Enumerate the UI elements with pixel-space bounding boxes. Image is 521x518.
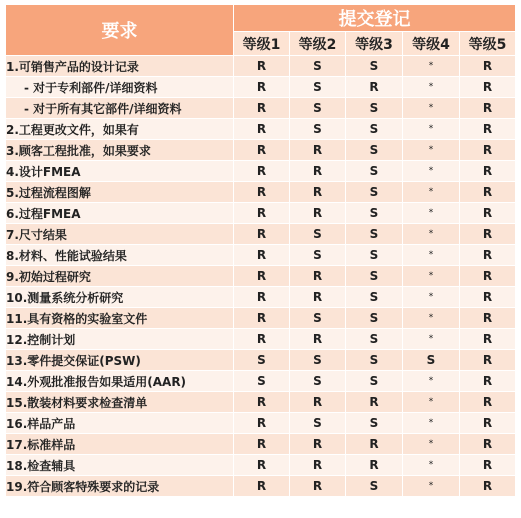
level-value: R xyxy=(346,455,403,476)
level-value: S xyxy=(346,350,403,371)
level-value: S xyxy=(290,350,346,371)
level-value: S xyxy=(346,56,403,77)
level-value: R xyxy=(234,329,290,350)
requirement-name: 12.控制计划 xyxy=(6,329,234,350)
requirement-name: 19.符合顾客特殊要求的记录 xyxy=(6,476,234,497)
requirement-name: - 对于所有其它部件/详细资料 xyxy=(6,98,234,119)
level-value: * xyxy=(403,392,460,413)
level-header: 等级1 xyxy=(234,32,290,56)
level-value: R xyxy=(290,455,346,476)
table-row xyxy=(6,98,516,119)
table-row xyxy=(6,203,516,224)
submission-header: 提交登记 xyxy=(234,5,516,32)
level-value: S xyxy=(290,77,346,98)
table-row xyxy=(6,245,516,266)
level-value: R xyxy=(460,161,516,182)
level-value: S xyxy=(346,308,403,329)
table-row xyxy=(6,413,516,434)
level-value: * xyxy=(403,224,460,245)
level-value: S xyxy=(346,371,403,392)
requirement-name: 6.过程FMEA xyxy=(6,203,234,224)
table-row xyxy=(6,308,516,329)
level-value: * xyxy=(403,98,460,119)
level-value: * xyxy=(403,119,460,140)
requirement-name: 3.顾客工程批准，如果要求 xyxy=(6,140,234,161)
level-value: R xyxy=(460,434,516,455)
table-row xyxy=(6,329,516,350)
level-value: * xyxy=(403,308,460,329)
level-header: 等级5 xyxy=(460,32,516,56)
level-value: * xyxy=(403,329,460,350)
level-value: S xyxy=(346,245,403,266)
level-value: R xyxy=(234,119,290,140)
requirement-name: 9.初始过程研究 xyxy=(6,266,234,287)
level-value: S xyxy=(346,266,403,287)
requirement-name: 14.外观批准报告如果适用(AAR) xyxy=(6,371,234,392)
requirement-name: 13.零件提交保证(PSW) xyxy=(6,350,234,371)
level-value: R xyxy=(460,245,516,266)
level-value: S xyxy=(346,203,403,224)
requirement-name: 5.过程流程图解 xyxy=(6,182,234,203)
level-value: S xyxy=(290,371,346,392)
level-value: * xyxy=(403,476,460,497)
level-value: * xyxy=(403,287,460,308)
level-value: * xyxy=(403,56,460,77)
table-row xyxy=(6,476,516,497)
level-value: R xyxy=(234,413,290,434)
level-value: * xyxy=(403,161,460,182)
requirement-name: 7.尺寸结果 xyxy=(6,224,234,245)
level-value: R xyxy=(234,455,290,476)
level-value: R xyxy=(234,266,290,287)
level-value: R xyxy=(290,329,346,350)
requirement-name: 8.材料、性能试验结果 xyxy=(6,245,234,266)
requirement-name: 16.样品产品 xyxy=(6,413,234,434)
level-value: R xyxy=(234,161,290,182)
level-header: 等级4 xyxy=(403,32,460,56)
requirement-name: 15.散装材料要求检查清单 xyxy=(6,392,234,413)
level-header: 等级3 xyxy=(346,32,403,56)
table-row xyxy=(6,371,516,392)
level-header: 等级2 xyxy=(290,32,346,56)
level-value: R xyxy=(234,392,290,413)
table-row xyxy=(6,392,516,413)
level-value: R xyxy=(346,77,403,98)
level-value: R xyxy=(290,140,346,161)
level-value: S xyxy=(346,140,403,161)
level-value: R xyxy=(290,182,346,203)
level-value: R xyxy=(234,308,290,329)
level-value: S xyxy=(346,98,403,119)
level-value: R xyxy=(234,98,290,119)
level-value: S xyxy=(346,413,403,434)
table-row xyxy=(6,224,516,245)
level-value: R xyxy=(234,203,290,224)
level-value: R xyxy=(234,476,290,497)
requirements-header: 要求 xyxy=(6,5,234,56)
level-value: R xyxy=(460,476,516,497)
level-value: R xyxy=(460,203,516,224)
level-value: R xyxy=(290,203,346,224)
table-row xyxy=(6,119,516,140)
level-value: R xyxy=(460,98,516,119)
level-value: R xyxy=(290,287,346,308)
level-value: R xyxy=(460,329,516,350)
level-value: R xyxy=(346,434,403,455)
level-value: R xyxy=(460,119,516,140)
table-row xyxy=(6,161,516,182)
requirement-name: 1.可销售产品的设计记录 xyxy=(6,56,234,77)
level-value: * xyxy=(403,140,460,161)
level-value: R xyxy=(234,224,290,245)
level-value: R xyxy=(290,476,346,497)
level-value: R xyxy=(460,371,516,392)
table-row xyxy=(6,350,516,371)
level-value: R xyxy=(234,56,290,77)
level-value: * xyxy=(403,203,460,224)
requirement-name: 2.工程更改文件，如果有 xyxy=(6,119,234,140)
table-row xyxy=(6,56,516,77)
level-value: R xyxy=(346,392,403,413)
table-row xyxy=(6,140,516,161)
level-value: S xyxy=(290,245,346,266)
requirement-name: 10.测量系统分析研究 xyxy=(6,287,234,308)
requirement-name: 18.检查辅具 xyxy=(6,455,234,476)
level-value: S xyxy=(403,350,460,371)
level-value: R xyxy=(290,161,346,182)
level-value: S xyxy=(290,119,346,140)
level-value: S xyxy=(290,413,346,434)
level-value: R xyxy=(460,77,516,98)
level-value: R xyxy=(460,308,516,329)
level-value: R xyxy=(234,140,290,161)
level-value: R xyxy=(290,434,346,455)
requirement-name: 4.设计FMEA xyxy=(6,161,234,182)
level-value: S xyxy=(290,224,346,245)
level-value: R xyxy=(290,392,346,413)
level-value: * xyxy=(403,455,460,476)
level-value: S xyxy=(234,350,290,371)
level-value: S xyxy=(234,371,290,392)
level-value: * xyxy=(403,182,460,203)
level-value: R xyxy=(460,140,516,161)
level-value: * xyxy=(403,77,460,98)
level-value: S xyxy=(346,161,403,182)
level-value: R xyxy=(460,455,516,476)
level-value: S xyxy=(346,224,403,245)
table-row xyxy=(6,77,516,98)
level-value: S xyxy=(290,56,346,77)
level-value: S xyxy=(346,287,403,308)
requirement-name: 11.具有资格的实验室文件 xyxy=(6,308,234,329)
level-value: S xyxy=(346,182,403,203)
requirement-name: 17.标准样品 xyxy=(6,434,234,455)
level-value: R xyxy=(234,245,290,266)
requirements-table xyxy=(5,4,516,497)
level-value: S xyxy=(290,98,346,119)
level-value: R xyxy=(460,392,516,413)
level-value: R xyxy=(460,413,516,434)
table-row xyxy=(6,266,516,287)
level-value: R xyxy=(234,182,290,203)
level-value: * xyxy=(403,413,460,434)
table-row xyxy=(6,455,516,476)
table-row xyxy=(6,287,516,308)
level-value: * xyxy=(403,371,460,392)
level-value: R xyxy=(460,182,516,203)
level-value: R xyxy=(460,224,516,245)
level-value: * xyxy=(403,266,460,287)
level-value: R xyxy=(290,266,346,287)
level-value: R xyxy=(234,434,290,455)
requirement-name: - 对于专利部件/详细资料 xyxy=(6,77,234,98)
level-value: S xyxy=(346,476,403,497)
level-value: * xyxy=(403,245,460,266)
level-value: R xyxy=(460,56,516,77)
level-value: R xyxy=(460,287,516,308)
level-value: R xyxy=(460,266,516,287)
level-value: * xyxy=(403,434,460,455)
table-row xyxy=(6,434,516,455)
level-value: R xyxy=(460,350,516,371)
level-value: S xyxy=(346,329,403,350)
level-value: S xyxy=(346,119,403,140)
table-body xyxy=(6,56,516,497)
table-row xyxy=(6,182,516,203)
level-value: R xyxy=(234,77,290,98)
level-value: R xyxy=(234,287,290,308)
level-value: S xyxy=(290,308,346,329)
